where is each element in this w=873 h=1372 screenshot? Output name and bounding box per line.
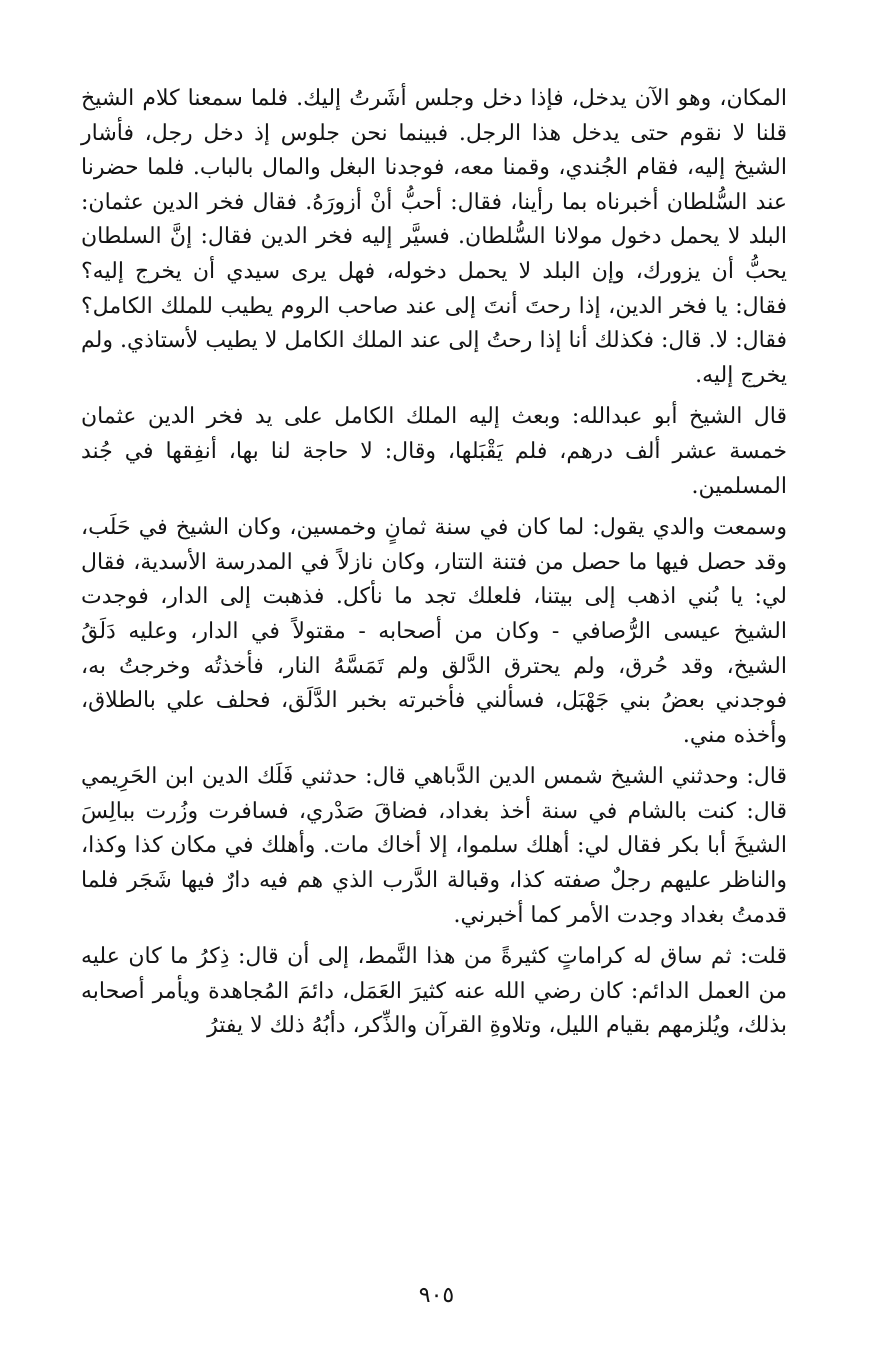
- paragraph-4: قال: وحدثني الشيخ شمس الدين الدَّباهي قال: حدثني فَلَك الدين ابن الحَرِيمي قال: كنت بالشام في سنة أخذ بغداد، فضاقَ صَدْري، فسافرت وزُرت ببالِسَ الشيخَ أبا بكر فقال لي: أهلك سلموا، إلا أخاك مات. وأهلك في مكان كذا وكذا، والناظر عليهم رجلٌ صفته كذا، وقبالة الدَّرب الذي هم فيه دارٌ فيها شَجَر فلما قدمتُ بغداد وجدت الأمر كما أخبرني.: [81, 764, 787, 928]
- paragraph-2: قال الشيخ أبو عبدالله: وبعث إليه الملك الكامل على يد فخر الدين عثمان خمسة عشر ألف درهم، فلم يَقْبَلها، وقال: لا حاجة لنا بها، أنفِقها في جُند المسلمين.: [81, 404, 787, 499]
- page-number: ٩٠٥: [418, 1283, 455, 1308]
- paragraph-3: وسمعت والدي يقول: لما كان في سنة ثمانٍ وخمسين، وكان الشيخ في حَلَب، وقد حصل فيها ما حصل من فتنة التتار، وكان نازلاً في المدرسة الأسدية، فقال لي: يا بُني اذهب إلى بيتنا، فلعلك تجد ما نأكل. فذهبت إلى الدار، فوجدت الشيخ عيسى الرُّصافي - وكان من أصحابه - مقتولاً في الدار، وعليه دَلَقُ الشيخ، وقد حُرق، ولم يحترق الدَّلق ولم تَمَسَّهُ النار، فأخذتُه وخرجتُ به، فوجدني بعضُ بني جَهْبَل، فسألني فأخبرته بخبر الدَّلَق، فحلف علي بالطلاق، وأخذه مني.: [81, 515, 787, 748]
- body-text: [81, 82, 787, 1044]
- paragraph-5: قلت: ثم ساق له كراماتٍ كثيرةً من هذا النَّمط، إلى أن قال: ذِكرُ ما كان عليه من العمل الدائم: كان رضي الله عنه كثيرَ العَمَل، دائمَ المُجاهدة ويأمر أصحابه بذلك، ويُلزمهم بقيام الليل، وتلاوةِ القرآن والذِّكر، دأبُهُ ذلك لا يفترُ: [81, 944, 787, 1039]
- paragraph-1: المكان، وهو الآن يدخل، فإذا دخل وجلس أشَرتُ إليك. فلما سمعنا كلام الشيخ قلنا لا نقوم حتى يدخل هذا الرجل. فبينما نحن جلوس إذ دخل رجل، فأشار الشيخ إليه، فقام الجُندي، وقمنا معه، فوجدنا البغل والمال بالباب. فلما حضرنا عند السُّلطان أخبرناه بما رأينا، فقال: أحبُّ أنْ أزورَهُ. فقال فخر الدين عثمان: البلد لا يحمل دخول مولانا السُّلطان. فسيَّر إليه فخر الدين فقال: إنَّ السلطان يحبُّ أن يزورك، وإن البلد لا يحمل دخوله، فهل يرى سيدي أن يخرج إليه؟ فقال: يا فخر الدين، إذا رحتَ أنتَ إلى عند صاحب الروم يطيب للملك الكامل؟ فقال: لا. قال: فكذلك أنا إذا رحتُ إلى عند الملك الكامل لا يطيب لأستاذي. ولم يخرج إليه.: [81, 86, 787, 388]
